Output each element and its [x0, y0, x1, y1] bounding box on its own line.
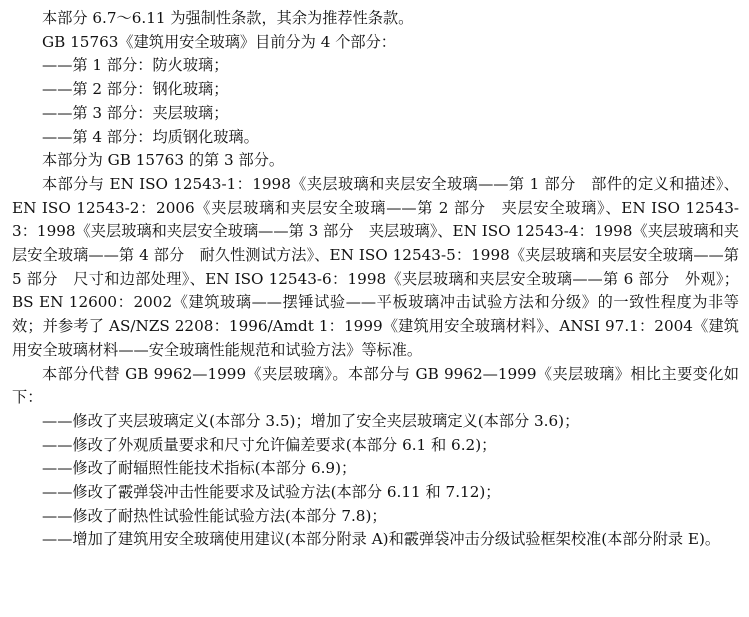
list-item-change-2: ——修改了外观质量要求和尺寸允许偏差要求(本部分 6.1 和 6.2)； — [42, 435, 497, 454]
list-item-part-1: ——第 1 部分：防火玻璃； — [42, 56, 229, 75]
paragraph-parts-intro: GB 15763《建筑用安全玻璃》目前分为 4 个部分： — [42, 32, 396, 51]
list-item-part-3: ——第 3 部分：夹层玻璃； — [42, 103, 229, 122]
list-item-part-2: ——第 2 部分：钢化玻璃； — [42, 80, 229, 99]
list-item-change-5: ——修改了耐热性试验性能试验方法(本部分 7.8)； — [42, 506, 387, 525]
list-item-change-6: ——增加了建筑用安全玻璃使用建议(本部分附录 A)和霰弹袋冲击分级试验框架校准(本部分附录 E)。 — [42, 530, 721, 549]
paragraph-this-part: 本部分为 GB 15763 的第 3 部分。 — [42, 151, 285, 170]
document-page — [0, 7, 749, 617]
list-item-change-3: ——修改了耐辐照性能技术指标(本部分 6.9)； — [42, 459, 357, 478]
paragraph-replacement: 本部分代替 GB 9962—1999《夹层玻璃》。本部分与 GB 9962—1999《夹层玻璃》相比主要变化如下： — [12, 364, 739, 407]
paragraph-consistency: 本部分与 EN ISO 12543-1：1998《夹层玻璃和夹层安全玻璃——第 1 部分 部件的定义和描述》、EN ISO 12543-2：2006《夹层玻璃和夹层安全玻璃——第 2 部分 夹层安全玻璃》、EN ISO 12543-3：1998《夹层玻璃和夹层安全玻璃——第 3 部分 夹层玻璃》、EN ISO 12543-4：1998《夹层玻璃和夹层安全玻璃——第 4 部分 耐久性测试方法》、EN ISO 12543-5：1998《夹层玻璃和夹层安全玻璃——第 5 部分 尺寸和边部处理》、EN ISO 12543-6：1998《夹层玻璃和夹层安全玻璃——第 6 部分 外观》；BS EN 12600：2002《建筑玻璃——摆锤试验——平板玻璃冲击试验方法和分级》的一致性程度为非等效；并参考了 AS/NZS 2208：1996/Amdt 1：1999《建筑用安全玻璃材料》、ANSI 97.1：2004《建筑用安全玻璃材料——安全玻璃性能规范和试验方法》等标准。 — [12, 174, 739, 359]
list-item-part-4: ——第 4 部分：均质钢化玻璃。 — [42, 127, 259, 146]
list-item-change-1: ——修改了夹层玻璃定义(本部分 3.5)；增加了安全夹层玻璃定义(本部分 3.6)； — [42, 411, 580, 430]
paragraph-mandatory-clauses: 本部分 6.7～6.11 为强制性条款，其余为推荐性条款。 — [42, 9, 414, 27]
list-item-change-4: ——修改了霰弹袋冲击性能要求及试验方法(本部分 6.11 和 7.12)； — [42, 483, 501, 502]
